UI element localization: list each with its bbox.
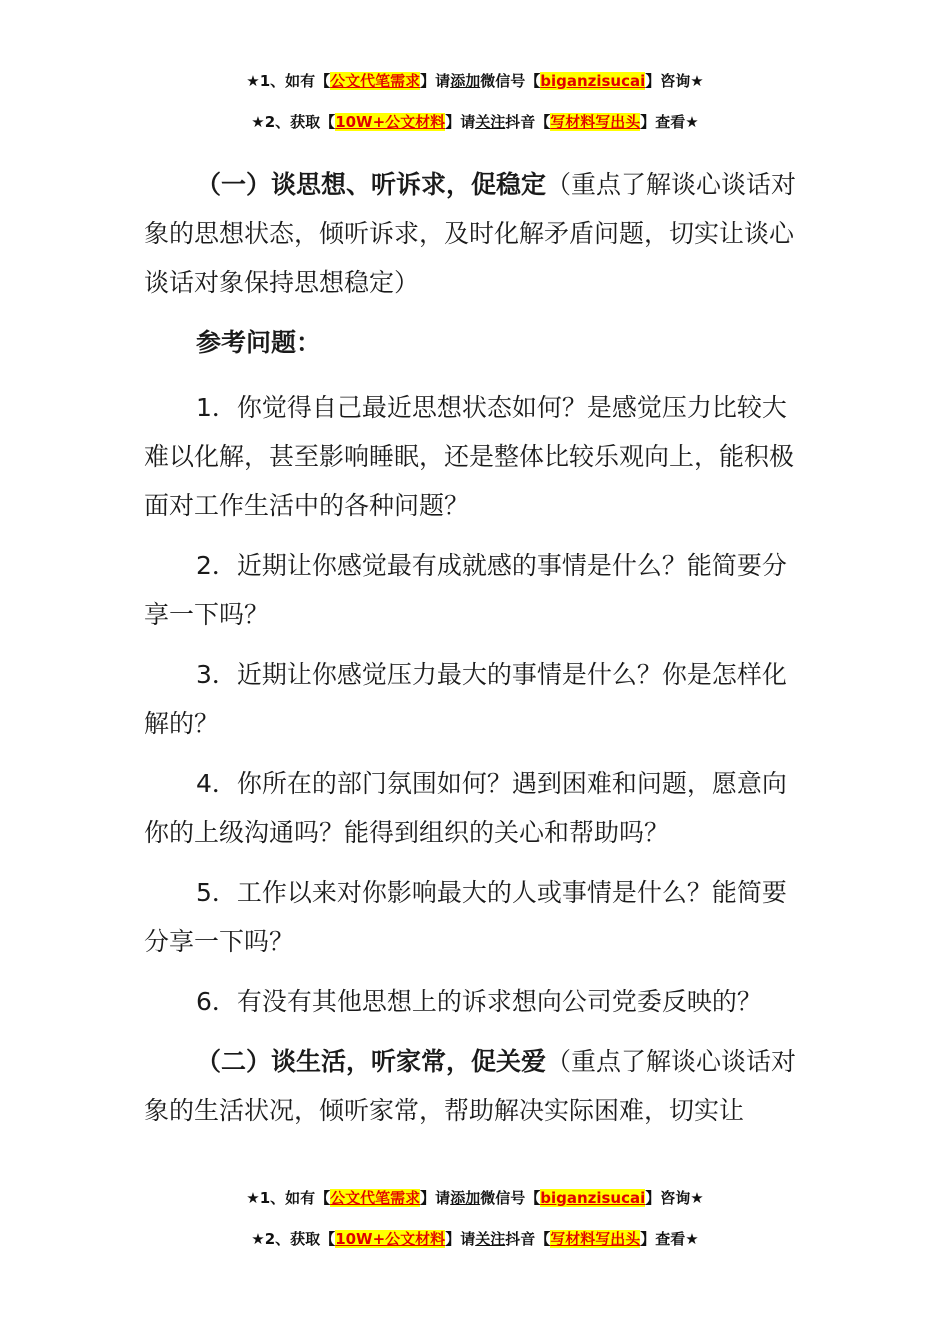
banner-text: 】请 <box>445 1230 476 1248</box>
section-1-note: （重点了解谈心谈话对象的思想状态，倾听诉求，及时化解矛盾问题，切实让谈心谈话对象保持思想稳定） <box>144 170 797 297</box>
footer-banner-line-2 <box>0 1228 950 1249</box>
section-1-paragraph <box>144 160 809 307</box>
banner-text: 抖音【 <box>505 113 551 131</box>
question-3: 3．近期让你感觉压力最大的事情是什么？你是怎样化解的？ <box>144 660 787 738</box>
banner-text: ★1、如有【 <box>246 72 331 90</box>
banner-text: 】请 <box>420 1189 451 1207</box>
banner-highlight: 10W+公文材料 <box>335 113 446 131</box>
banner-text: ★2、获取【 <box>251 113 336 131</box>
banner-text: ★2、获取【 <box>251 1230 336 1248</box>
question-5: 5．工作以来对你影响最大的人或事情是什么？能简要分享一下吗？ <box>144 878 787 956</box>
banner-highlight: 10W+公文材料 <box>335 1230 446 1248</box>
section-2-note: （重点了解谈心谈话对象的生活状况，倾听家常，帮助解决实际困难，切实让 <box>144 1047 797 1125</box>
banner-text: 微信号【 <box>480 72 541 90</box>
banner-highlight: 写材料写出头 <box>550 113 641 131</box>
section-2-heading: （二）谈生活，听家常，促关爱 <box>196 1047 547 1076</box>
banner-text: 】查看★ <box>640 1230 699 1248</box>
banner-highlight: 写材料写出头 <box>550 1230 641 1248</box>
banner-text: 】请 <box>445 113 476 131</box>
banner-underline: 添加 <box>450 72 481 90</box>
question-6: 6．有没有其他思想上的诉求想向公司党委反映的？ <box>196 987 762 1016</box>
header-banner-line-2 <box>0 111 950 132</box>
banner-underline: 关注 <box>475 1230 506 1248</box>
banner-highlight: biganzisucai <box>540 72 646 90</box>
banner-underline: 添加 <box>450 1189 481 1207</box>
question-2: 2．近期让你感觉最有成就感的事情是什么？能简要分享一下吗？ <box>144 551 787 629</box>
question-1: 1．你觉得自己最近思想状态如何？是感觉压力比较大难以化解，甚至影响睡眠，还是整体比较乐观向上，能积极面对工作生活中的各种问题？ <box>144 393 795 520</box>
header-banner-line-1 <box>0 70 950 91</box>
banner-highlight: 公文代笔需求 <box>330 72 421 90</box>
banner-text: 】咨询★ <box>645 1189 704 1207</box>
footer-banner-line-1 <box>0 1187 950 1208</box>
banner-highlight: biganzisucai <box>540 1189 646 1207</box>
banner-text: ★1、如有【 <box>246 1189 331 1207</box>
reference-questions-label: 参考问题： <box>196 328 322 357</box>
banner-highlight: 公文代笔需求 <box>330 1189 421 1207</box>
banner-text: 】请 <box>420 72 451 90</box>
banner-text: 】查看★ <box>640 113 699 131</box>
banner-text: 抖音【 <box>505 1230 551 1248</box>
question-4: 4．你所在的部门氛围如何？遇到困难和问题，愿意向你的上级沟通吗？能得到组织的关心和帮助吗？ <box>144 769 787 847</box>
section-2-paragraph <box>144 1037 809 1135</box>
banner-text: 微信号【 <box>480 1189 541 1207</box>
section-1-heading: （一）谈思想、听诉求，促稳定 <box>196 170 547 199</box>
banner-text: 】咨询★ <box>645 72 704 90</box>
document-body <box>144 160 809 1146</box>
banner-underline: 关注 <box>475 113 506 131</box>
